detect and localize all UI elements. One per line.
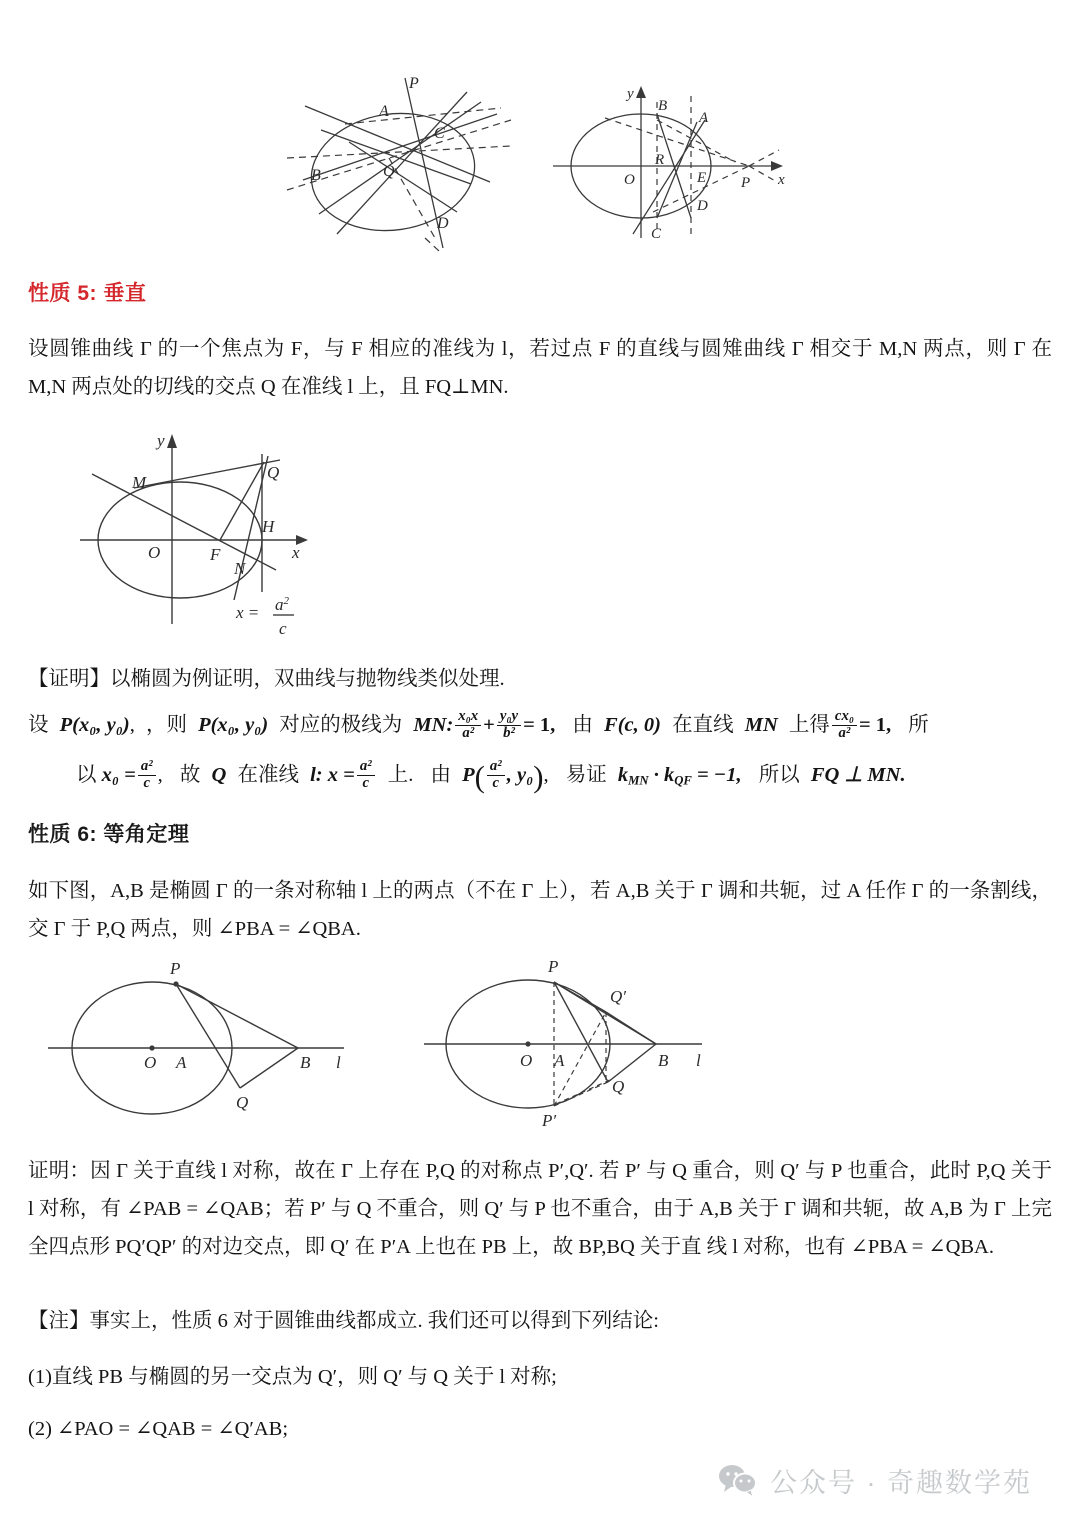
proof5-l1-a: 设	[28, 714, 49, 736]
frac-den-c-2: c	[362, 774, 369, 791]
figure-directrix-caption	[235, 595, 294, 638]
figure-label-N: N	[234, 559, 246, 578]
figure-label-P: P	[409, 75, 419, 92]
figure-label-O: O	[148, 543, 161, 562]
paren-open: (	[474, 760, 485, 795]
figure-label-l: l	[696, 1051, 701, 1070]
figure-label-O: O	[144, 1053, 157, 1072]
proof5-l2-g: 所以	[758, 764, 800, 786]
figure-label-P-prime: P′	[542, 1111, 557, 1130]
proof5-MN-label: MN:	[413, 714, 454, 736]
figure-label-B: B	[311, 167, 321, 184]
figure-label-F: F	[210, 545, 221, 564]
figure-label-Q: Q	[267, 463, 280, 482]
frac-den-b2: b²	[503, 724, 515, 741]
proof-6-text: 证明：因 Γ 关于直线 l 对称，故在 Γ 上存在 P,Q 的对称点 P′,Q′. 若 P′ 与 Q 重合，则 Q′ 与 P 也重合，此时 P,Q 关于 l 对称，有 ∠PAB = ∠QAB；若 P′ 与 Q 不重合，则 Q′ 与 P 也不重合，由于 A,B 关于 Γ 调和共轭，故 A,B 为 Γ 上完全四点形 PQ′QP′ 的对边交点，即 Q′ 在 P′A 上也在 PB 上，故 BP,BQ 关于直 线 l 对称，也有 ∠PBA = ∠QBA.	[28, 1160, 1052, 1258]
figure-label-B: B	[658, 98, 668, 114]
proof-5-line-2: 以 x₀ = $\frac{\text{a²}}{c}$ , 故 Q 在准线 l: x = $\frac{\text{a²}}{c}$ 上. 由 P( $\frac{\text{a²}}{c}$ , y₀), 易证 $k_{MN} \cdot k_{QF} = -1$, 所以 FQ ⊥ MN.	[76, 757, 906, 795]
figure-label-x: x	[778, 172, 785, 188]
proof5-l2-b: 故	[179, 764, 201, 786]
frac-x0x-a2	[455, 709, 481, 742]
proof5-l2-f: 易证	[565, 764, 607, 786]
figure-directrix-numerator: $a^2$	[275, 595, 289, 614]
section-heading-property-5: 性质 5: 垂直	[28, 282, 147, 305]
figure-top-left	[285, 62, 515, 252]
note-item-2: (2) ∠PAO = ∠QAB = ∠Q′AB;	[28, 1418, 289, 1440]
note-text: 【注】事实上，性质 6 对于圆锥曲线都成立. 我们还可以得到下列结论:	[28, 1310, 659, 1332]
figure-label-Q: Q	[612, 1077, 625, 1096]
proof5-l1-c: 对应的极线为	[279, 714, 403, 736]
figure-label-O: O	[520, 1051, 533, 1070]
proof5-Fc0: F(c, 0)	[604, 714, 661, 736]
figure-label-y: y	[627, 86, 634, 102]
figure-label-P: P	[741, 175, 751, 191]
proof5-x0-eq: x₀ =	[101, 764, 136, 786]
figure-label-Q: Q	[236, 1093, 249, 1112]
proof5-P-x0y0-1: P(x₀, y₀)	[59, 714, 130, 736]
proof5-l2-d: 上.	[387, 764, 414, 786]
proof5-l1-g: 所	[908, 714, 929, 736]
figure-property-6-left	[34, 952, 384, 1137]
proof5-l1-b: ，则	[145, 714, 187, 736]
frac-a2-c-1	[138, 759, 156, 792]
figure-label-A: A	[176, 1053, 187, 1072]
figure-label-Q: Q	[383, 163, 395, 180]
figure-property-5-wrap	[62, 412, 382, 642]
figure-label-y: y	[157, 431, 165, 450]
proof5-k-product: $k_{MN} \cdot k_{QF} = -1$,	[617, 764, 742, 788]
frac-y0y-b2	[497, 709, 521, 742]
proof5-P-open: P	[462, 764, 475, 786]
figure-label-O: O	[624, 172, 635, 188]
figure-property-5	[62, 412, 382, 642]
proof5-l2-e: 由	[430, 764, 451, 786]
frac-den-a2-2: a²	[838, 724, 851, 741]
proof5-l1-d: 由	[572, 714, 593, 736]
proof5-Q: Q	[211, 764, 227, 786]
figure-label-B: B	[300, 1053, 311, 1072]
footer-text: 公众号 · 奇趣数学苑	[770, 1468, 1032, 1498]
figure-label-H: H	[262, 517, 275, 536]
proof5-eq1: = 1,	[523, 714, 556, 736]
figure-directrix-x-eq: x =	[236, 603, 260, 622]
frac-num-a2-1: a²	[138, 759, 156, 776]
proof5-l2-a: 以	[76, 764, 97, 786]
figure-label-C: C	[434, 125, 445, 142]
figure-label-D: D	[437, 215, 449, 232]
figure-row-property-6	[0, 952, 1080, 1137]
figure-label-D: D	[697, 198, 708, 214]
proof5-MN: MN	[744, 714, 778, 736]
figure-label-B: B	[658, 1051, 669, 1070]
figure-label-C: C	[651, 226, 662, 242]
frac-den-a2: a²	[462, 724, 475, 741]
proof-5-line-1: 设 P(x₀, y₀), ，则 P(x₀, y₀) 对应的极线为 MN: $\frac{\text{x₀x}}{\text{a²}}$ + $\frac{\text{y₀y}}{\text{b²}}$ = 1, 由 F(c, 0) 在直线 MN 上得 $\frac{\text{cx₀}}{\text{a²}}$ = 1, 所	[28, 707, 929, 741]
figure-label-A: A	[699, 110, 709, 126]
frac-a2-c-2	[357, 759, 375, 792]
figure-label-M: M	[132, 473, 147, 492]
figure-top-right	[545, 62, 795, 252]
statement-property-5: 设圆锥曲线 Γ 的一个焦点为 F，与 F 相应的准线为 l，若过点 F 的直线与圆雉曲线 Γ 相交于 M,N 两点，则 Γ 在 M,N 两点处的切线的交点 Q 在准线 l 上，且 FQ⊥MN.	[28, 338, 1052, 398]
frac-den-c-3: c	[492, 774, 500, 791]
figure-property-6-right	[420, 952, 750, 1137]
frac-num-a2-2: a²	[357, 759, 375, 776]
frac-num-y0y: y₀y	[497, 709, 521, 726]
figure-label-l: l	[336, 1053, 341, 1072]
figure-label-Q-prime: Q′	[610, 987, 626, 1006]
figure-directrix-denominator: c	[279, 619, 287, 638]
proof5-l-colon-x: l: x =	[310, 764, 355, 786]
figure-label-E: E	[697, 170, 707, 186]
statement-property-6: 如下图，A,B 是椭圆 Γ 的一条对称轴 l 上的两点（不在 Γ 上），若 A,B 关于 Γ 调和共轭，过 A 任作 Γ 的一条割线，交 Γ 于 P,Q 两点，则 ∠PBA = ∠QBA.	[28, 880, 1052, 940]
proof5-y0: , y₀	[506, 764, 534, 786]
frac-num-cx0: cx₀	[832, 709, 857, 726]
figure-label-P: P	[170, 959, 181, 978]
frac-a2-c-3	[487, 759, 505, 792]
note-item-1: (1)直线 PB 与椭圆的另一交点为 Q′，则 Q′ 与 Q 关于 l 对称;	[28, 1366, 557, 1388]
frac-cx0-a2	[832, 709, 857, 742]
figure-row-top	[0, 62, 1080, 252]
figure-label-x: x	[292, 543, 300, 562]
proof5-eq2: = 1,	[858, 714, 892, 736]
frac-num-x0x: x₀x	[455, 709, 481, 726]
section-heading-property-6: 性质 6: 等角定理	[28, 823, 190, 846]
paren-close: )	[533, 760, 544, 795]
figure-label-A: A	[379, 103, 389, 120]
frac-den-c-1: c	[143, 774, 151, 791]
proof5-FQ-perp-MN: FQ ⊥ MN.	[810, 764, 906, 786]
proof-5-label: 【证明】以椭圆为例证明，双曲线与抛物线类似处理.	[28, 668, 505, 690]
proof5-l2-c: 在准线	[237, 764, 299, 786]
figure-label-A: A	[554, 1051, 565, 1070]
proof5-P-x0y0-2: P(x₀, y₀)	[198, 714, 269, 736]
proof5-l1-e: 在直线	[672, 714, 734, 736]
footer-watermark	[718, 1461, 1032, 1500]
figure-label-P: P	[548, 957, 559, 976]
figure-label-R: R	[655, 152, 665, 168]
wechat-icon	[718, 1464, 758, 1498]
proof5-l1-f: 上得	[788, 714, 830, 736]
frac-num-a2-3: a²	[487, 759, 505, 776]
